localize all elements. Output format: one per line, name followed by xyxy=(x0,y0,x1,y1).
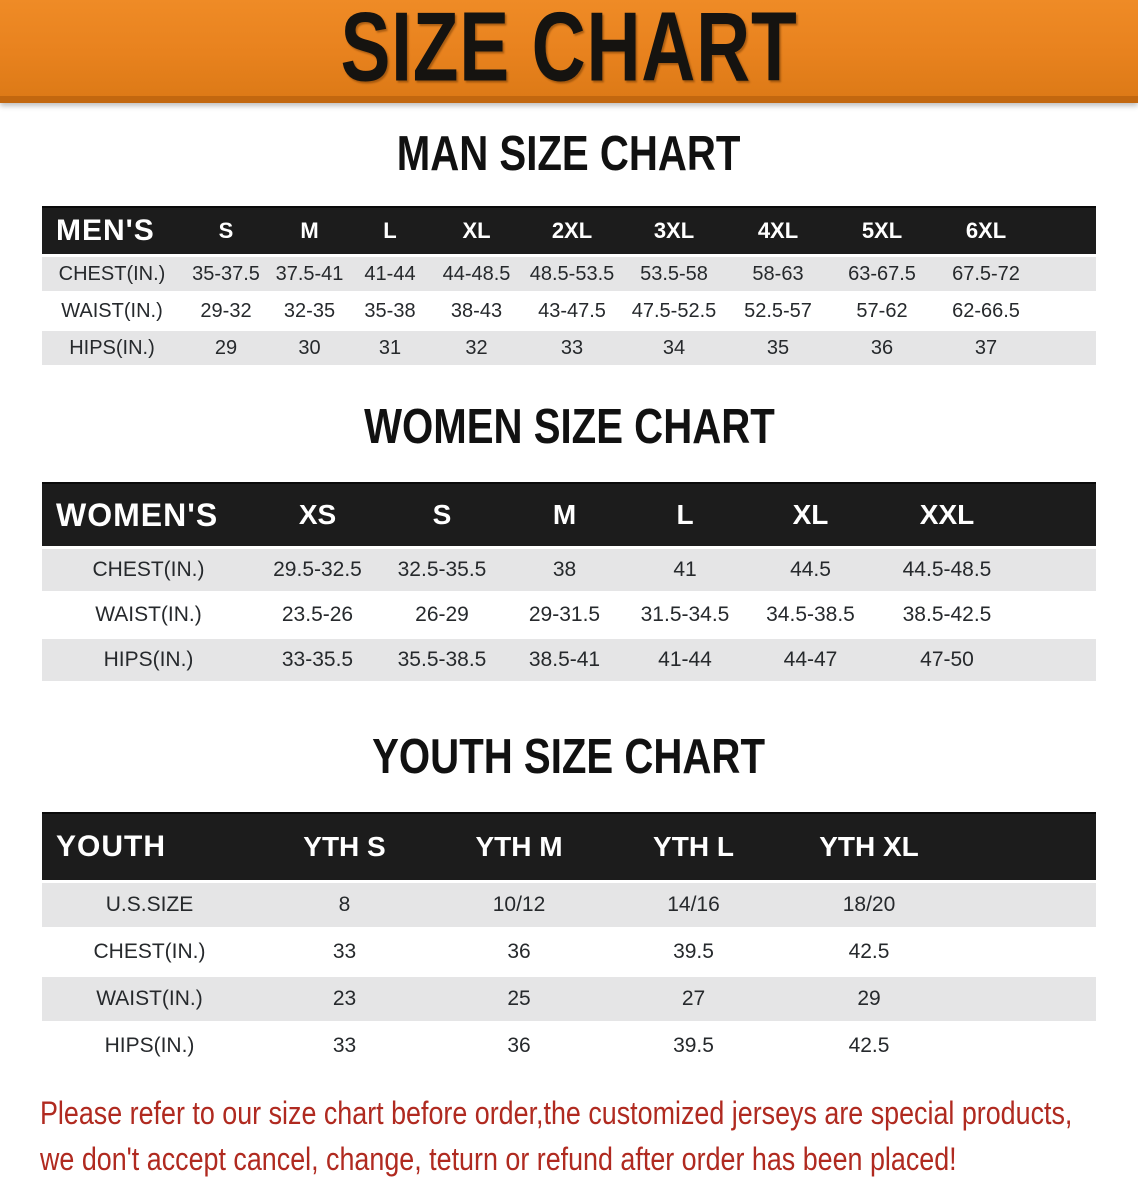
size-value-cell: 14/16 xyxy=(606,882,781,929)
header-row xyxy=(42,813,1096,882)
column-header: XL xyxy=(745,483,876,548)
column-header: 2XL xyxy=(522,207,622,256)
size-value-cell: 33-35.5 xyxy=(255,638,380,682)
table-row xyxy=(42,593,1096,638)
spacer-cell xyxy=(1038,330,1096,366)
size-value-cell: 42.5 xyxy=(781,1023,957,1069)
size-value-cell: 47.5-52.5 xyxy=(622,293,726,330)
table-row xyxy=(42,330,1096,366)
row-label: HIPS(IN.) xyxy=(42,1023,257,1069)
size-value-cell: 35-38 xyxy=(349,293,431,330)
column-header: XXL xyxy=(876,483,1018,548)
table-row xyxy=(42,256,1096,293)
column-header: L xyxy=(349,207,431,256)
size-value-cell: 18/20 xyxy=(781,882,957,929)
size-value-cell: 33 xyxy=(257,1023,432,1069)
size-value-cell: 25 xyxy=(432,976,606,1023)
spacer-cell xyxy=(1038,207,1096,256)
size-value-cell: 63-67.5 xyxy=(830,256,934,293)
size-value-cell: 44.5-48.5 xyxy=(876,548,1018,593)
column-header: M xyxy=(270,207,349,256)
column-header: XS xyxy=(255,483,380,548)
size-value-cell: 38-43 xyxy=(431,293,522,330)
man-section-title: MAN SIZE CHART xyxy=(397,127,741,181)
column-header: YTH XL xyxy=(781,813,957,882)
spacer-cell xyxy=(1018,638,1096,682)
banner-title: SIZE CHART xyxy=(340,0,798,103)
column-header: 6XL xyxy=(934,207,1038,256)
size-value-cell: 29-31.5 xyxy=(504,593,625,638)
size-value-cell: 23 xyxy=(257,976,432,1023)
table-row xyxy=(42,638,1096,682)
size-value-cell: 44-47 xyxy=(745,638,876,682)
size-value-cell: 30 xyxy=(270,330,349,366)
spacer-cell xyxy=(1038,293,1096,330)
size-value-cell: 31 xyxy=(349,330,431,366)
disclaimer-text xyxy=(40,1090,1073,1182)
size-value-cell: 36 xyxy=(830,330,934,366)
spacer-cell xyxy=(957,1023,1096,1069)
size-value-cell: 32 xyxy=(431,330,522,366)
table-row xyxy=(42,1023,1096,1069)
man-section xyxy=(0,127,1138,181)
size-value-cell: 41 xyxy=(625,548,745,593)
size-value-cell: 41-44 xyxy=(349,256,431,293)
spacer-cell xyxy=(957,813,1096,882)
spacer-cell xyxy=(957,882,1096,929)
size-value-cell: 62-66.5 xyxy=(934,293,1038,330)
size-value-cell: 67.5-72 xyxy=(934,256,1038,293)
size-table xyxy=(42,812,1096,1068)
size-value-cell: 37 xyxy=(934,330,1038,366)
women-size-table xyxy=(42,482,1096,681)
column-header: 5XL xyxy=(830,207,934,256)
header-row xyxy=(42,207,1096,256)
size-value-cell: 39.5 xyxy=(606,929,781,976)
column-header: YTH M xyxy=(432,813,606,882)
spacer-cell xyxy=(1018,548,1096,593)
size-value-cell: 29 xyxy=(182,330,270,366)
disclaimer-line-2: we don't accept cancel, change, teturn or refund after order has been placed! xyxy=(40,1141,957,1178)
size-value-cell: 36 xyxy=(432,1023,606,1069)
column-header: 3XL xyxy=(622,207,726,256)
group-label: MEN'S xyxy=(42,207,182,256)
women-section-title: WOMEN SIZE CHART xyxy=(363,400,775,454)
size-value-cell: 35 xyxy=(726,330,830,366)
size-value-cell: 27 xyxy=(606,976,781,1023)
size-value-cell: 33 xyxy=(257,929,432,976)
size-value-cell: 38 xyxy=(504,548,625,593)
women-section xyxy=(0,400,1138,454)
spacer-cell xyxy=(1018,593,1096,638)
size-value-cell: 32.5-35.5 xyxy=(380,548,504,593)
size-value-cell: 48.5-53.5 xyxy=(522,256,622,293)
size-value-cell: 53.5-58 xyxy=(622,256,726,293)
spacer-cell xyxy=(1038,256,1096,293)
youth-size-table xyxy=(42,812,1096,1068)
row-label: HIPS(IN.) xyxy=(42,330,182,366)
size-value-cell: 39.5 xyxy=(606,1023,781,1069)
youth-section xyxy=(0,730,1138,784)
row-label: HIPS(IN.) xyxy=(42,638,255,682)
column-header: 4XL xyxy=(726,207,830,256)
column-header: M xyxy=(504,483,625,548)
size-chart-banner xyxy=(0,0,1138,103)
header-row xyxy=(42,483,1096,548)
table-row xyxy=(42,929,1096,976)
man-size-table xyxy=(42,206,1096,365)
size-value-cell: 10/12 xyxy=(432,882,606,929)
column-header: YTH S xyxy=(257,813,432,882)
table-row xyxy=(42,882,1096,929)
size-value-cell: 29 xyxy=(781,976,957,1023)
row-label: CHEST(IN.) xyxy=(42,548,255,593)
size-value-cell: 31.5-34.5 xyxy=(625,593,745,638)
row-label: CHEST(IN.) xyxy=(42,256,182,293)
size-value-cell: 52.5-57 xyxy=(726,293,830,330)
size-value-cell: 38.5-42.5 xyxy=(876,593,1018,638)
size-value-cell: 35.5-38.5 xyxy=(380,638,504,682)
size-value-cell: 38.5-41 xyxy=(504,638,625,682)
size-table xyxy=(42,206,1096,365)
column-header: S xyxy=(182,207,270,256)
spacer-cell xyxy=(957,929,1096,976)
column-header: YTH L xyxy=(606,813,781,882)
row-label: U.S.SIZE xyxy=(42,882,257,929)
size-value-cell: 42.5 xyxy=(781,929,957,976)
table-row xyxy=(42,548,1096,593)
size-value-cell: 8 xyxy=(257,882,432,929)
size-value-cell: 47-50 xyxy=(876,638,1018,682)
size-value-cell: 23.5-26 xyxy=(255,593,380,638)
row-label: WAIST(IN.) xyxy=(42,593,255,638)
row-label: CHEST(IN.) xyxy=(42,929,257,976)
size-value-cell: 57-62 xyxy=(830,293,934,330)
size-value-cell: 37.5-41 xyxy=(270,256,349,293)
size-value-cell: 43-47.5 xyxy=(522,293,622,330)
size-value-cell: 36 xyxy=(432,929,606,976)
size-value-cell: 26-29 xyxy=(380,593,504,638)
column-header: S xyxy=(380,483,504,548)
size-value-cell: 41-44 xyxy=(625,638,745,682)
size-value-cell: 29.5-32.5 xyxy=(255,548,380,593)
column-header: L xyxy=(625,483,745,548)
spacer-cell xyxy=(1018,483,1096,548)
table-row xyxy=(42,976,1096,1023)
size-value-cell: 33 xyxy=(522,330,622,366)
row-label: WAIST(IN.) xyxy=(42,976,257,1023)
size-value-cell: 34.5-38.5 xyxy=(745,593,876,638)
disclaimer-line-1: Please refer to our size chart before order,the customized jerseys are special products, xyxy=(40,1095,1073,1131)
spacer-cell xyxy=(957,976,1096,1023)
group-label: WOMEN'S xyxy=(42,483,255,548)
size-value-cell: 44-48.5 xyxy=(431,256,522,293)
size-value-cell: 44.5 xyxy=(745,548,876,593)
size-value-cell: 29-32 xyxy=(182,293,270,330)
column-header: XL xyxy=(431,207,522,256)
youth-section-title: YOUTH SIZE CHART xyxy=(372,730,766,784)
size-value-cell: 34 xyxy=(622,330,726,366)
row-label: WAIST(IN.) xyxy=(42,293,182,330)
size-value-cell: 58-63 xyxy=(726,256,830,293)
group-label: YOUTH xyxy=(42,813,257,882)
size-table xyxy=(42,482,1096,681)
table-row xyxy=(42,293,1096,330)
size-value-cell: 32-35 xyxy=(270,293,349,330)
size-value-cell: 35-37.5 xyxy=(182,256,270,293)
